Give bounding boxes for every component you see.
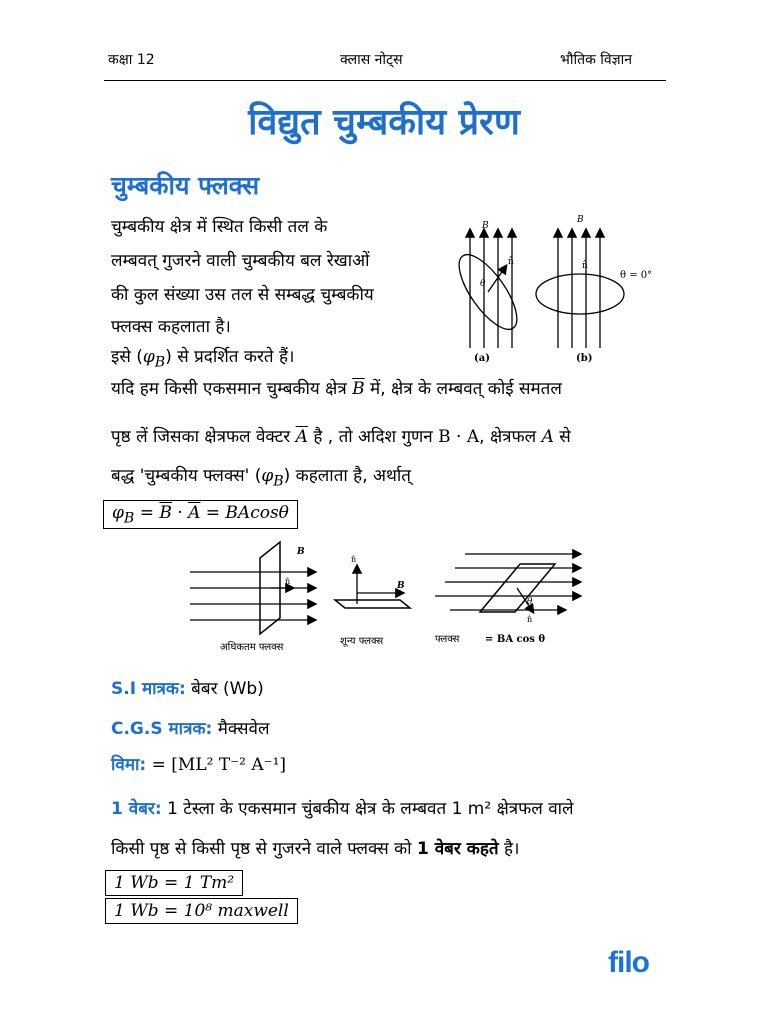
- intro-line-5-pre: इसे (: [111, 347, 143, 367]
- header-class: कक्षा 12: [108, 52, 155, 68]
- general-flux-n-label: n̂: [527, 615, 533, 624]
- intro-line-4: फ्लक्स कहलाता है।: [111, 317, 231, 337]
- para-l1-a: यदि हम किसी एकसमान चुम्बकीय क्षेत्र: [111, 379, 353, 399]
- weber-def-line-1: [111, 796, 574, 819]
- zero-flux-caption: शून्य फ्लक्स: [340, 636, 384, 647]
- general-flux-field-lines: [435, 554, 580, 610]
- formula-A: $\overline{A}$: [188, 503, 201, 523]
- formula-eq1: =: [134, 503, 160, 523]
- weber-def-text-1: 1 टेस्ला के एकसमान चुंबकीय क्षेत्र के लम्बवत 1 m² क्षेत्रफल वाले: [161, 799, 574, 819]
- intro-line-2: लम्बवत् गुजरने वाली चुम्बकीय बल रेखाओं: [111, 251, 370, 271]
- si-unit-label: S.I मात्रक:: [111, 679, 186, 699]
- formula-box-weber-tesla: 1 Wb = 1 Tm²: [105, 870, 243, 896]
- formula-box-weber-maxwell: 1 Wb = 10⁸ maxwell: [105, 898, 298, 924]
- para-line-2: [111, 424, 571, 447]
- vector-A: $\overline{A}$: [295, 427, 308, 447]
- phi-subscript: B: [154, 354, 166, 371]
- dot-product: B · A: [438, 427, 480, 447]
- fig-b-field-lines: [558, 230, 600, 348]
- zero-flux-n-label: n̂: [351, 555, 357, 564]
- para-line-3: [111, 463, 411, 489]
- header-divider: [104, 80, 666, 81]
- formula-B: $\overline{B}$: [159, 503, 172, 523]
- fig-a-n-label: n̂: [508, 257, 514, 267]
- formula-box-flux: [103, 500, 298, 529]
- page-title: विद्युत चुम्बकीय प्रेरण: [248, 102, 520, 143]
- para-l2-d: , क्षेत्रफल: [479, 427, 542, 447]
- zero-flux-plate: [335, 600, 410, 608]
- si-unit-value: बेबर (Wb): [185, 679, 264, 699]
- dimension-value: = [ML² T⁻² A⁻¹]: [146, 755, 287, 775]
- fig-a-normal-arrow: [488, 266, 506, 292]
- si-unit-line: [111, 676, 264, 699]
- formula-phi-sub: B: [123, 510, 135, 527]
- cgs-unit-label: C.G.S मात्रक:: [111, 719, 213, 739]
- flux-cases-diagram: [185, 538, 590, 658]
- fig-b-caption: (b): [576, 353, 593, 364]
- intro-line-3: की कुल संख्या उस तल से सम्बद्ध चुम्बकीय: [111, 285, 374, 305]
- para-l1-b: में, क्षेत्र के लम्बवत् कोई समतल: [364, 379, 562, 399]
- phi-symbol: φ: [142, 347, 155, 367]
- para-l3-b: ) कहलाता है, अर्थात्: [283, 466, 411, 486]
- weber-def-label: 1 वेबर:: [111, 799, 162, 819]
- weber-def-text-2c: है।: [498, 839, 520, 859]
- intro-line-5: [111, 344, 294, 370]
- max-flux-caption: अधिकतम फ्लक्स: [220, 642, 284, 653]
- para-l3-a: बद्ध 'चुम्बकीय फ्लक्स' (: [111, 466, 262, 486]
- weber-def-line-2: [111, 836, 519, 859]
- area-A: A: [541, 427, 554, 447]
- formula-rhs: = BAcosθ: [200, 503, 289, 523]
- intro-line-5-post: ) से प्रदर्शित करते हैं।: [165, 347, 295, 367]
- vector-B: $\overline{B}$: [352, 379, 365, 399]
- fig-b-B-label: B: [577, 215, 584, 225]
- para-l2-b: है , तो अदिश गुणन: [307, 427, 439, 447]
- cgs-unit-value: मैक्सवेल: [212, 719, 270, 739]
- fig-b-n-label: n̂: [582, 261, 588, 271]
- cgs-unit-line: [111, 716, 270, 739]
- filo-logo: filo: [608, 946, 649, 979]
- fig-a-theta: θ: [480, 279, 486, 289]
- fig-b-loop: [536, 274, 624, 314]
- dimension-line: [111, 752, 286, 775]
- max-flux-n-label: n̂: [285, 577, 291, 586]
- flux-diagram-ab: [440, 208, 658, 368]
- fig-b-theta0: θ = 0°: [620, 270, 653, 281]
- section-heading: चुम्बकीय फ्लक्स: [111, 171, 260, 200]
- weber-def-text-2b: 1 वेबर कहते: [416, 839, 499, 859]
- fig-a-B-label: B: [482, 221, 489, 231]
- header-notes: क्लास नोट्स: [340, 52, 403, 68]
- phi-symbol-2: φ: [261, 466, 274, 486]
- dimension-label: विमा:: [111, 755, 147, 775]
- formula-dot: ·: [171, 503, 189, 523]
- general-flux-formula: = BA cos θ: [485, 634, 546, 645]
- fig-a-caption: (a): [474, 353, 490, 364]
- intro-line-1: चुम्बकीय क्षेत्र में स्थित किसी तल के: [111, 217, 328, 237]
- max-flux-B-label: B: [297, 547, 305, 557]
- general-flux-theta: θ: [527, 597, 533, 607]
- para-l2-f: से: [553, 427, 571, 447]
- para-l2-a: पृष्ठ लें जिसका क्षेत्रफल वेक्टर: [111, 427, 296, 447]
- para-line-1: [111, 376, 562, 399]
- formula-phi: φ: [112, 503, 124, 523]
- general-flux-caption: फ्लक्स: [435, 634, 460, 645]
- max-flux-field-lines: [190, 572, 315, 620]
- zero-flux-B-label: B: [397, 581, 405, 591]
- header-subject: भौतिक विज्ञान: [560, 52, 633, 68]
- weber-def-text-2a: किसी पृष्ठ से किसी पृष्ठ से गुजरने वाले फ्लक्स को: [111, 839, 417, 859]
- phi-subscript-2: B: [273, 473, 284, 490]
